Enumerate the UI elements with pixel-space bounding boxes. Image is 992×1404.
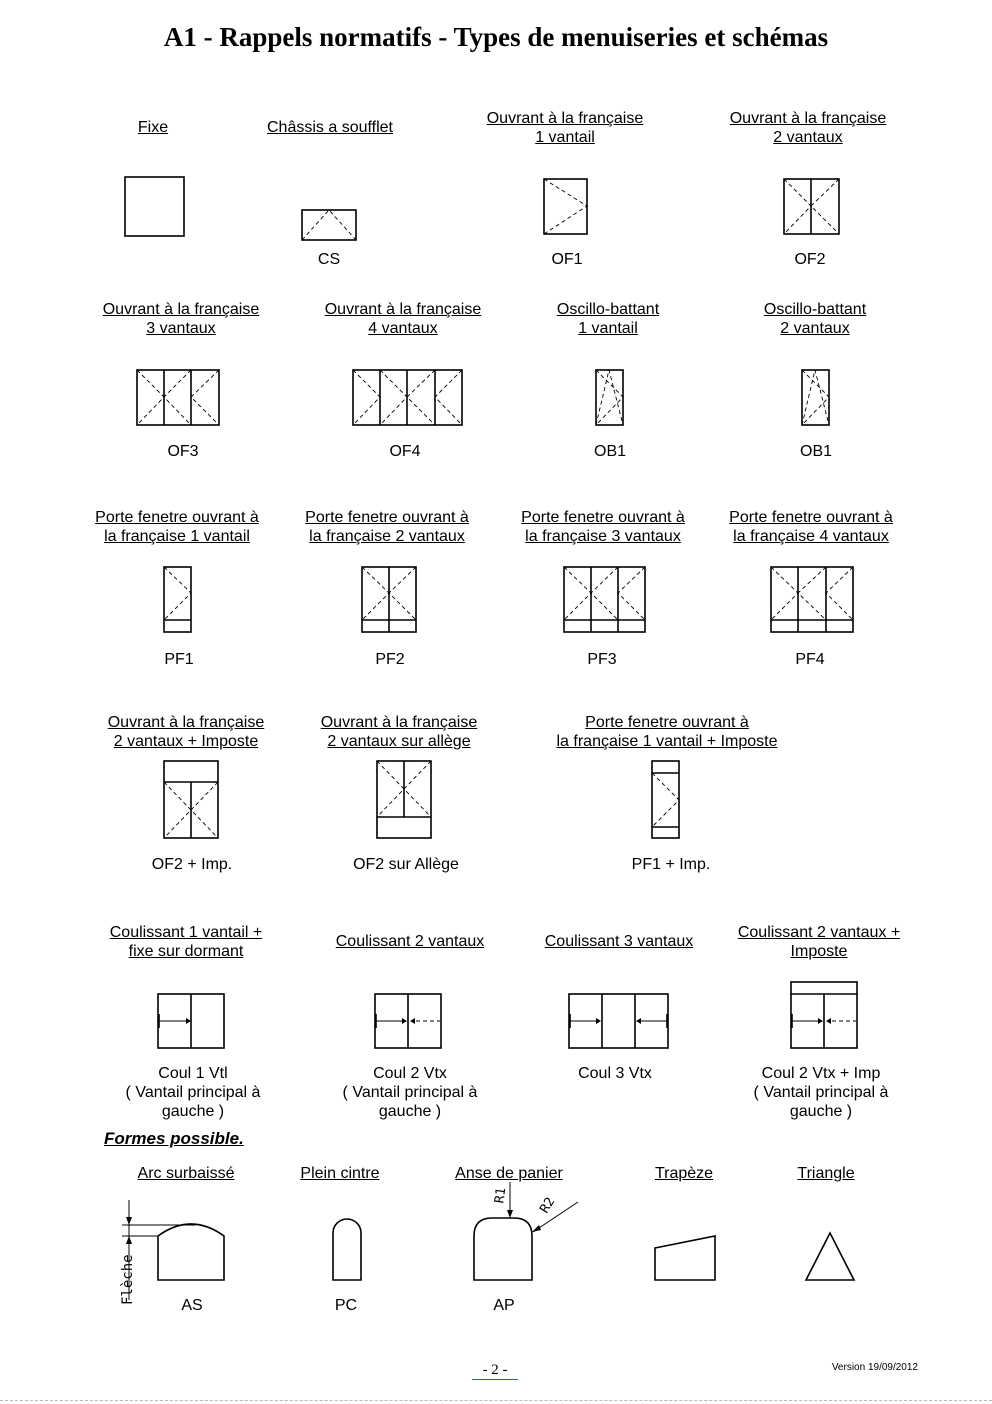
of4-schematic <box>353 370 462 425</box>
label-of2-allege: Ouvrant à la française 2 vantaux sur allège <box>320 714 478 750</box>
label-pf4: Porte fenetre ouvrant à la française 4 vantaux <box>729 509 893 545</box>
of2-allege-schematic <box>377 761 431 838</box>
of3-schematic <box>137 370 219 425</box>
label-fixe: Fixe <box>137 119 169 136</box>
code-pf3: PF3 <box>587 651 617 668</box>
code-of2: OF2 <box>794 251 826 268</box>
code-of2-imp: OF2 + Imp. <box>151 856 233 873</box>
pf1-imp-schematic <box>652 761 679 838</box>
label-coul2: Coulissant 2 vantaux <box>335 933 485 950</box>
label-plein-cintre: Plein cintre <box>300 1165 380 1182</box>
coul3-schematic <box>569 994 668 1048</box>
fleche-label: Flèche <box>120 1254 136 1305</box>
pf3-schematic <box>564 567 645 632</box>
label-ob1: Oscillo-battant 1 vantail <box>556 301 660 337</box>
label-arc-surbaisse: Arc surbaissé <box>137 1165 235 1182</box>
code-coul3: Coul 3 Vtx <box>578 1065 652 1082</box>
label-pf1-imp: Porte fenetre ouvrant à la française 1 vantail + Imposte <box>556 714 778 750</box>
of2-schematic <box>784 179 839 234</box>
label-pf1: Porte fenetre ouvrant à la française 1 vantail <box>95 509 259 545</box>
code-pf2: PF2 <box>375 651 405 668</box>
arc-surbaisse-schematic <box>122 1200 224 1300</box>
r2-label: R2 <box>537 1194 559 1217</box>
cs-schematic <box>302 210 356 240</box>
code-of2-allege: OF2 sur Allège <box>353 856 459 873</box>
code-cs: CS <box>317 251 341 268</box>
code-ap: AP <box>493 1297 515 1314</box>
label-trapeze: Trapèze <box>654 1165 714 1182</box>
pf1-schematic <box>164 567 191 632</box>
label-anse-de-panier: Anse de panier <box>455 1165 563 1182</box>
label-coul2-imp: Coulissant 2 vantaux + Imposte <box>737 924 901 960</box>
code-ob2: OB1 <box>799 443 833 460</box>
formes-heading: Formes possible. <box>104 1129 244 1148</box>
coul2-schematic <box>375 994 441 1048</box>
label-pf2: Porte fenetre ouvrant à la française 2 vantaux <box>305 509 469 545</box>
label-coul1: Coulissant 1 vantail + fixe sur dormant <box>109 924 263 960</box>
label-ob2: Oscillo-battant 2 vantaux <box>763 301 867 337</box>
page-bottom-border <box>0 1400 992 1403</box>
of1-schematic <box>544 179 587 234</box>
code-of1: OF1 <box>551 251 583 268</box>
code-pf4: PF4 <box>795 651 825 668</box>
anse-de-panier-schematic <box>474 1182 578 1280</box>
code-ob1: OB1 <box>593 443 627 460</box>
r1-label: R1 <box>492 1186 510 1205</box>
label-of3: Ouvrant à la française 3 vantaux <box>102 301 260 337</box>
code-coul1: Coul 1 Vtl ( Vantail principal à gauche ) <box>125 1065 261 1120</box>
code-coul2: Coul 2 Vtx ( Vantail principal à gauche ) <box>342 1065 478 1120</box>
code-as: AS <box>181 1297 203 1314</box>
label-coul3: Coulissant 3 vantaux <box>544 933 694 950</box>
triangle-schematic <box>806 1233 854 1280</box>
code-pc: PC <box>334 1297 358 1314</box>
page-number: - 2 - <box>472 1362 518 1380</box>
coul2-imp-schematic <box>791 982 857 1048</box>
label-of2: Ouvrant à la française 2 vantaux <box>729 110 887 146</box>
label-of4: Ouvrant à la française 4 vantaux <box>324 301 482 337</box>
fixe-schematic <box>125 177 184 236</box>
label-of1: Ouvrant à la française 1 vantail <box>486 110 644 146</box>
pf4-schematic <box>771 567 853 632</box>
code-pf1-imp: PF1 + Imp. <box>631 856 711 873</box>
page-title: A1 - Rappels normatifs - Types de menuiseries et schémas <box>163 22 829 52</box>
version-text: Version 19/09/2012 <box>831 1362 918 1373</box>
coul1-schematic <box>158 994 224 1048</box>
label-cs: Châssis a soufflet <box>267 119 393 136</box>
label-triangle: Triangle <box>797 1165 855 1182</box>
pf2-schematic <box>362 567 416 632</box>
of2-imp-schematic <box>164 761 218 838</box>
plein-cintre-schematic <box>333 1219 361 1280</box>
label-of2-imp: Ouvrant à la française 2 vantaux + Imposte <box>107 714 265 750</box>
label-pf3: Porte fenetre ouvrant à la française 3 vantaux <box>521 509 685 545</box>
code-pf1: PF1 <box>164 651 194 668</box>
ob2-schematic <box>802 370 829 425</box>
code-coul2-imp: Coul 2 Vtx + Imp ( Vantail principal à gauche ) <box>753 1065 889 1120</box>
code-of3: OF3 <box>167 443 199 460</box>
code-of4: OF4 <box>389 443 421 460</box>
trapeze-schematic <box>655 1236 715 1280</box>
ob1-schematic <box>596 370 623 425</box>
